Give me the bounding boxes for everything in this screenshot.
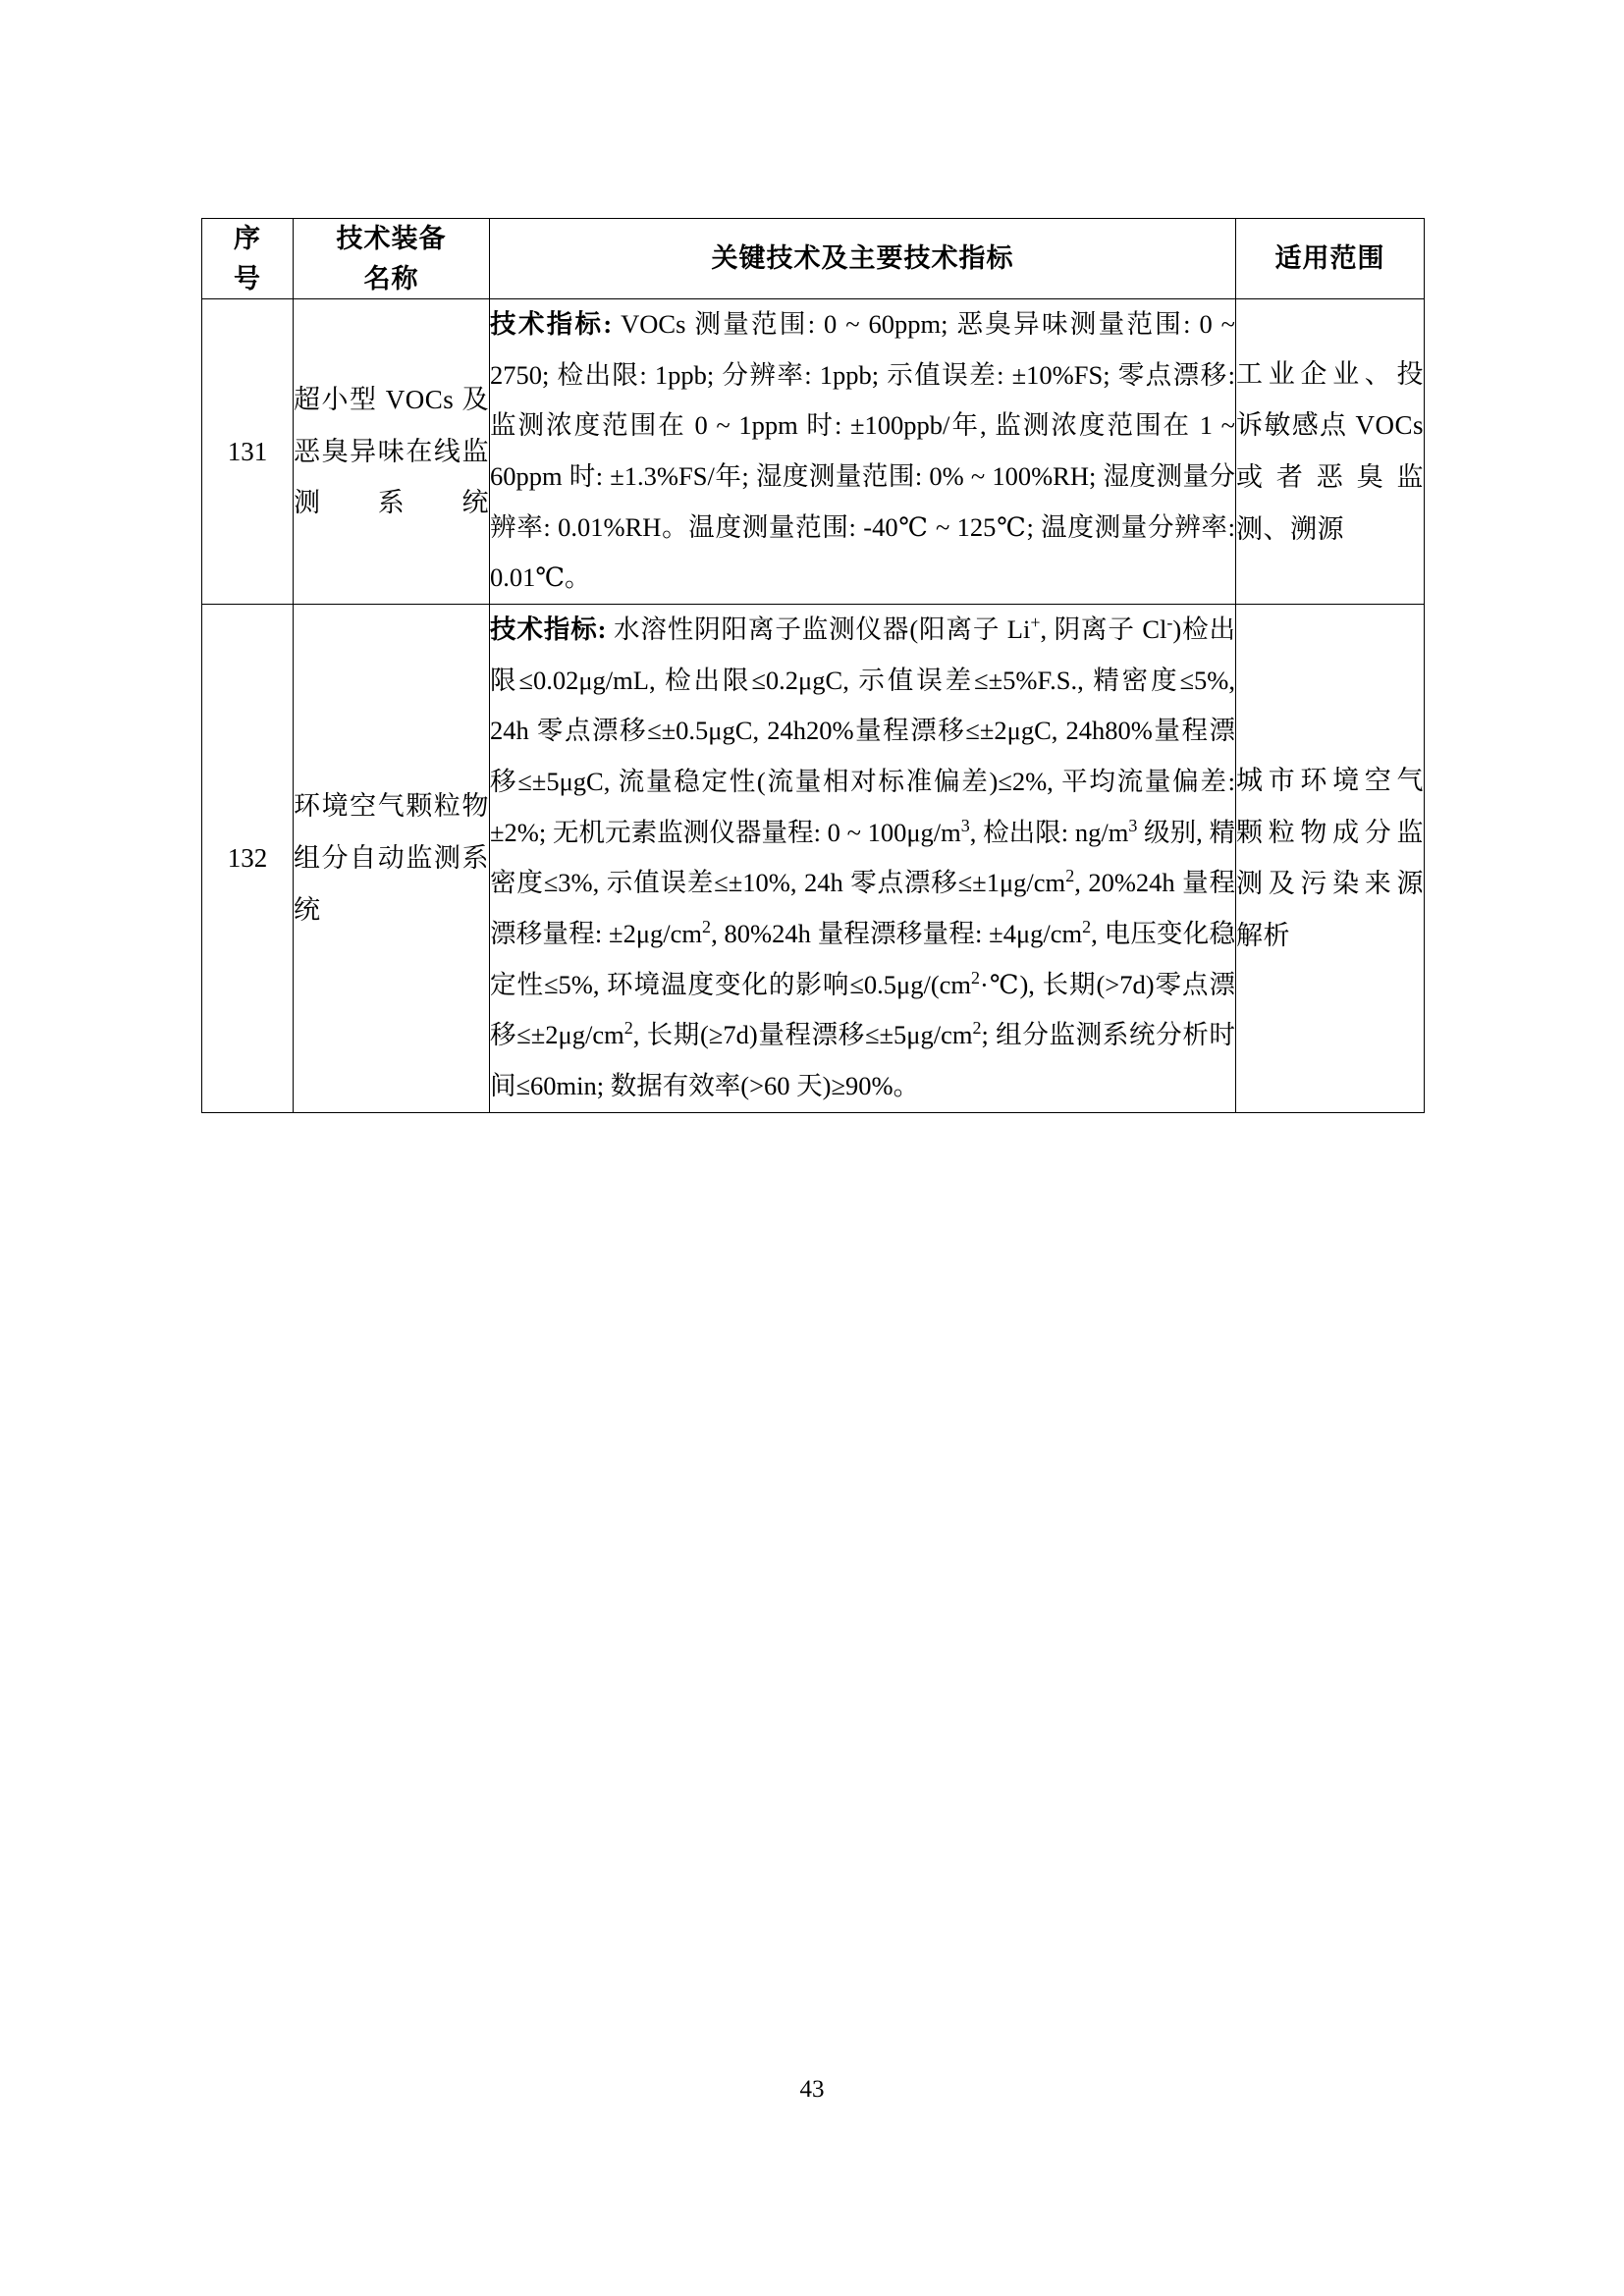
tech-label: 技术指标: — [490, 614, 607, 645]
cell-equipment-name: 环境空气颗粒物组分自动监测系统 — [294, 605, 490, 1113]
column-header-serial-number-line2: 号 — [234, 263, 261, 294]
cell-scope: 城市环境空气颗粒物成分监测及污染来源解析 — [1236, 605, 1425, 1113]
tech-label: 技术指标: — [490, 309, 613, 339]
column-header-equipment-name-line2: 名称 — [363, 263, 419, 294]
cell-serial-number: 132 — [202, 605, 294, 1113]
column-header-serial-number — [202, 219, 294, 299]
table-row — [202, 605, 1425, 1113]
column-header-serial-number-line1: 序 — [234, 224, 261, 253]
cell-serial-number: 131 — [202, 299, 294, 605]
cell-scope: 工业企业、投诉敏感点 VOCs 或者恶臭监测、溯源 — [1236, 299, 1425, 605]
page-number: 43 — [799, 2076, 825, 2103]
cell-key-tech: 技术指标: 水溶性阴阳离子监测仪器(阳离子 Li+, 阴离子 Cl-)检出限≤0.02μg/mL, 检出限≤0.2μgC, 示值误差≤±5%F.S., 精密度≤5%, 24h 零点漂移≤±0.5μgC, 24h20%量程漂移≤±2μgC, 24h80%量程漂移≤±5μgC, 流量稳定性(流量相对标准偏差)≤2%, 平均流量偏差: ±2%; 无机元素监测仪器量程: 0 ~ $100\mu g/m^3$, 检出限: $ng/m^3$ 级别, 精密度≤3%, 示值误差≤±10%, 24h 零点漂移$\le\pm 1\mu g/cm^2$, 20%24h 量程漂移量程: $\pm 2\mu g/cm^2$, 80%24h 量程漂移量程: $\pm 4\mu g/cm^2$, 电压变化稳定性≤5%, 环境温度变化的影响$\le 0.5\mu g/(cm^2\cdot℃)$, 长期(>7d)零点漂移$\le\pm 2\mu g/cm^2$, 长期(≥7d)量程漂移$\le\pm 5\mu g/cm^2$; 组分监测系统分析时间≤60min; 数据有效率(>60 天)≥90%。 — [490, 605, 1236, 1113]
column-header-equipment-name — [294, 219, 490, 299]
cell-equipment-name: 超小型 VOCs 及恶臭异味在线监测系统 — [294, 299, 490, 605]
tech-equipment-table-wrapper — [201, 218, 1424, 1113]
column-header-key-tech: 关键技术及主要技术指标 — [490, 219, 1236, 299]
cell-key-tech: 技术指标: VOCs 测量范围: 0 ~ 60ppm; 恶臭异味测量范围: 0 ~ 2750; 检出限: 1ppb; 分辨率: 1ppb; 示值误差: ±10%FS; 零点漂移: 监测浓度范围在 0 ~ 1ppm 时: ±100ppb/年, 监测浓度范围在 1 ~ 60ppm 时: ±1.3%FS/年; 湿度测量范围: 0% ~ 100%RH; 湿度测量分辨率: 0.01%RH。温度测量范围: -40℃ ~ 125℃; 温度测量分辨率: 0.01℃。 — [490, 299, 1236, 605]
column-header-equipment-name-line1: 技术装备 — [336, 224, 447, 253]
table-header-row — [202, 219, 1425, 299]
table-row — [202, 299, 1425, 605]
tech-equipment-table — [201, 218, 1425, 1113]
column-header-scope: 适用范围 — [1236, 219, 1425, 299]
